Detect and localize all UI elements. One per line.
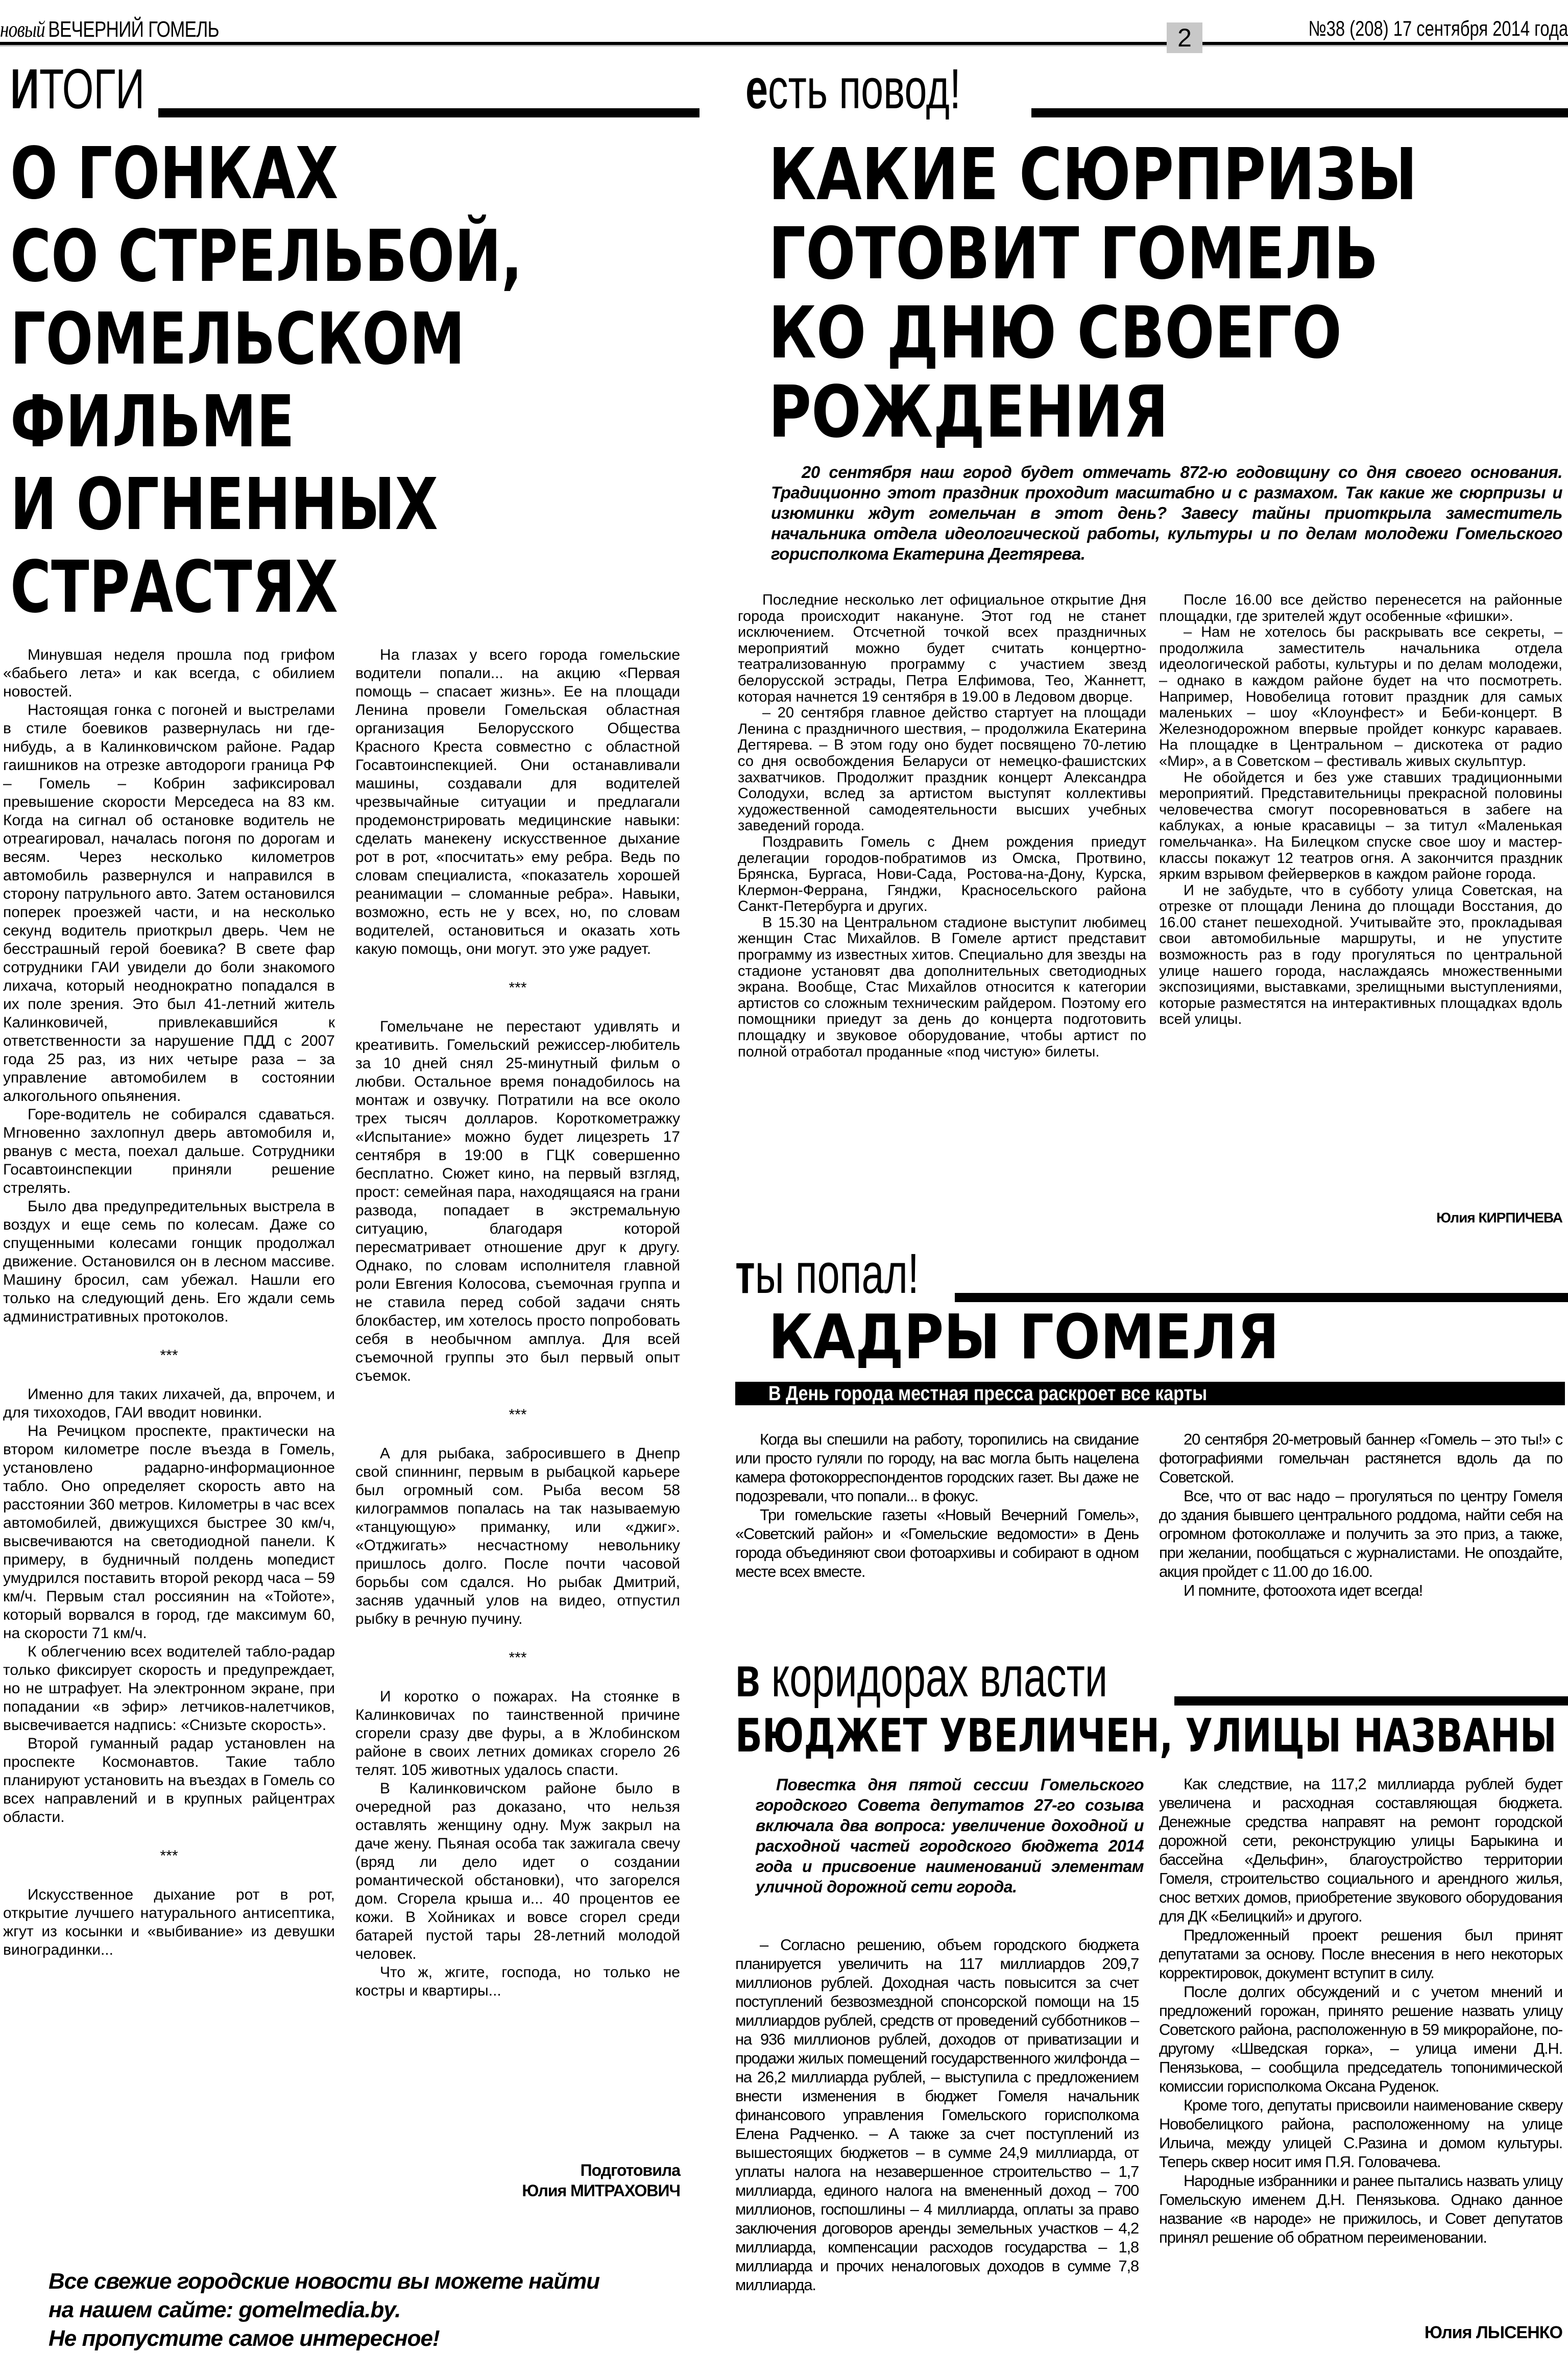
masthead-name: ВЕЧЕРНИЙ ГОМЕЛЬ [48,17,219,42]
paragraph: Именно для таких лихачей, да, впрочем, и для тихоходов, ГАИ вводит новинки. [3,1386,335,1421]
masthead-script: новый [0,17,45,42]
headline-line: ГОМЕЛЬСКОМ [10,298,465,381]
headline-surprises [768,135,1565,452]
paragraph: После долгих обсуждений и с учетом мнений и предложений горожан, принято решение назвать улицу Советского района, расположенную в 59 микрорайоне, по-другому «Шведская горка», – улица имени Д.Н. Пенязькова, – сообщила председатель топонимической комиссии горисполкома Оксана Руденок. [1159,1983,1562,2095]
paragraph: Горе-водитель не собирался сдаваться. Мгновенно захлопнул дверь автомобиля и, рванув с места, поехал дальше. Сотрудники Госавтоинспекции приняли решение стрелять. [3,1106,335,1196]
paragraph: И коротко о пожарах. На стоянке в Калинковичах по таинственной причине сгорели сразу две фуры, а в Жлобинском районе в своих летних домиках сгорело 26 телят. 105 животных удалось спасти. [355,1688,680,1779]
article4-signature: Юлия ЛЫСЕНКО [1424,2323,1562,2342]
article2-column-1 [738,592,1146,1060]
headline-races [10,133,715,629]
article2-lead [771,462,1562,564]
paragraph: Гомельчане не перестают удивлять и креативить. Гомельский режиссер-любитель за 10 дней снял 25-минутный фильм о любви. Остальное время понадобилось на монтаж и озвучку. Потратили на все около трех тысяч долларов. Короткометражку «Испытание» можно будет лицезреть 17 сентября в 19:00 в ГЦК совершенно бесплатно. Сюжет кино, на первый взгляд, прост: семейная пара, находящаяся на грани развода, попадает в экстремальную ситуацию, благодаря которой пересматривает отношение друг к другу. Однако, по словам исполнителя главной роли Евгения Колосова, съемочная группа и не ставила перед собой задачи снять блокбастер, им хотелось просто попробовать себя в необычном амплуа. Для всей съемочной группы это был первый опыт съемок. [355,1018,680,1384]
article3-column-2 [1159,1430,1562,1600]
section-divider: *** [160,1847,178,1864]
signature-label: Подготовила [580,2161,680,2179]
paragraph: Кроме того, депутаты присвоили наименование скверу Новобелицкого района, расположенному на улице Ильича, между улицей С.Разина и домом культуры. Теперь сквер носит имя П.Я. Головачева. [1159,2096,1562,2171]
article2-column-2 [1159,592,1562,1028]
rubric-est-povod [745,58,1568,121]
headline-line: СО СТРЕЛЬБОЙ, [10,215,523,298]
rubric-text: сть повод! [768,58,961,121]
headline-line: КАКИЕ СЮРПРИЗЫ [768,133,1417,217]
masthead [0,16,219,42]
paragraph: На глазах у всего города гомельские водители попали... на акцию «Первая помощь – спасает жизнь». Ее на площади Ленина провели Гомельская областная организация Белорусского Общества Красного Креста совместно с областной Госавтоинспекцией. Они останавливали машины, создавали для водителей чрезвычайные ситуации и предлагали продемонстрировать медицинские навыки: сделать манекену искусственное дыхание рот в рот, «посчитать» ему ребра. Ведь по словам специалиста, «показатель хорошей реанимации – сломанные ребра». Навыки, возможно, есть не у всех, но, по словам водителей, остановиться и оказать хоть какую помощь, они могут. это уже радует. [355,646,680,957]
article4-column-1 [735,1935,1139,2294]
article4-lead [756,1774,1144,1897]
paragraph: Что ж, жгите, господа, но только не костры и квартиры... [355,1964,680,1999]
paragraph: – Нам не хотелось бы раскрывать все секреты, – продолжила заместитель начальника отдела идеологической работы, культуры и по делам молодежи, – однако в каждом районе будет на что посмотреть. Например, Новобелица готовит праздник для самых маленьких – шоу «Клоунфест» и Беби-концерт. В Железнодорожном впервые пройдет конкурс караваев. На площадке в Центральном – дискотека от радио «Мир», а в Советском – фестиваль живых скульптур. [1159,624,1562,770]
issue-info: №38 (208) 17 сентября 2014 года [1308,16,1568,40]
headline-line: СТРАСТЯХ [10,546,339,629]
headline-kadry: КАДРЫ ГОМЕЛЯ [768,1302,1280,1373]
headline-line: ГОТОВИТ ГОМЕЛЬ [768,212,1379,296]
paragraph: К облегчению всех водителей табло-радар только фиксирует скорость и предупреждает, но не штрафует. На электронном экране, при попадании «в эфир» летчиков-налетчиков, высвечивается надпись: «Снизьте скорость». [3,1643,335,1734]
paragraph: Второй гуманный радар установлен на проспекте Космонавтов. Такие табло планируют установить на въездах в Гомель со всех направлений и в крупных райцентрах области. [3,1735,335,1826]
paragraph: Настоящая гонка с погоней и выстрелами в стиле боевиков развернулась ни где-нибудь, а в Калинковичском районе. Радар гаишников на отрезке автодороги граница РФ – Гомель – Кобрин зафиксировал превышение скорости Мерседеса на 83 км. Когда на сигнал об остановке водитель не отреагировал, началась погоня по дорогам и весям. Через несколько километров автомобиль развернулся и направился в сторону патрульного авто. Затем остановился поперек проезжей части, и на несколько секунд водитель приоткрыл дверь. Чем не бесстрашный герой боевика? В свете фар сотрудники ГАИ увидели до боли знакомого лихача, который неоднократно попадался в их поле зрения. Это был 41-летний житель Калинковичей, привлекавшийся к ответственности за нарушение ПДД с 2007 года 25 раз, из них четыре раза – за управление автомобилем в состоянии алкогольного опьянения. [3,702,335,1105]
headline-line: И ОГНЕННЫХ [10,463,438,546]
headline-line: ФИЛЬМЕ [10,380,295,464]
promo-line: Все свежие городские новости вы можете найти [49,2269,600,2294]
article4-column-2 [1159,1774,1562,2247]
paragraph: Минувшая неделя прошла под грифом «бабьего лета» и как всегда, с обилием новостей. [3,646,335,700]
rubric-text: ы попал! [755,1242,919,1305]
section-divider: *** [509,1406,527,1423]
lead-text: 20 сентября наш город будет отмечать 872-ю годовщину со дня своего основания. Традиционно этот праздник проходит масштабно и с размахом. Так какие же сюрпризы и изюминки ждут гомельчан в этот день? Завесу тайны приоткрыла заместитель начальника отдела идеологической работы, культуры и по делам молодежи Гомельского горисполкома Екатерина Дегтярева. [771,463,1562,563]
paragraph: 20 сентября 20-метровый баннер «Гомель – это ты!» с фотографиями гомельчан растянется вдоль да по Советской. [1159,1430,1562,1486]
article1-column-2 [355,646,680,2000]
lead-text: Повестка дня пятой сессии Гомельского городского Совета депутатов 27-го созыва включала два вопроса: увеличение доходной и расходной частей городского бюджета 2014 года и присвоение наименований элементам уличной дорожной сети города. [756,1775,1144,1896]
paragraph: – 20 сентября главное действо стартует на площади Ленина с праздничного шествия, – продолжила Екатерина Дегтярева. – В этом году оно будет посвящено 70-летию со дня освобождения Беларуси от немецко-фашистских захватчиков. Продолжит праздник концерт Александра Солодухи, вслед за артистом выступят коллективы художественной самодеятельности высших учебных заведений города. [738,705,1146,834]
subhead-text: В День города местная пресса раскроет все карты [768,1382,1208,1405]
paragraph: И помните, фотоохота идет всегда! [1184,1581,1422,1599]
rubric-text: коридорах власти [760,1646,1108,1709]
page-header [0,10,1568,52]
paragraph: Три гомельские газеты «Новый Вечерний Гомель», «Советский район» и «Гомельские ведомости» в День города объединяют свои фотоархивы и собирают в одном месте всех вместе. [735,1506,1139,1580]
paragraph: Последние несколько лет официальное открытие Дня города происходит накануне. Этот год не станет исключением. Отсчетной точкой всех праздничных мероприятий можно будет считать концертно-театрализованную программу с участием звезд белорусской эстрады, Петра Елфимова, Тео, Жаннетт, которая начнется 19 сентября в 19.00 в Ледовом дворце. [738,592,1146,705]
promo-line-site[interactable]: на нашем сайте: gomelmedia.by. [49,2297,401,2322]
paragraph: Народные избранники и ранее пытались назвать улицу Гомельскую именем Д.Н. Пенязькова. Однако данное название «в народе» не прижилось, и Совет депутатов принял решение об обратном переименовании. [1159,2172,1562,2246]
rubric-itogi [10,58,699,121]
article1-signature [355,2160,680,2201]
paragraph: Искусственное дыхание рот в рот, открытие лучшего натурального антисептика, жгут из косынки и «выбивание» из девушки виноградинки... [3,1886,335,1958]
paragraph: На Речицком проспекте, практически на втором километре после въезда в Гомель, установлено радарно-информационное табло. Оно определяет скорость авто на расстоянии 360 метров. Километры в час всех автомобилей, движущихся быстрее 30 км/ч, высвечиваются на светодиодной панели. К примеру, в будничный полдень мопедист умудрился поставить второй рекорд часа – 59 км/ч. Первым стал россиянин на «Тойоте», который ворвался в город, где максимум 60, на скорости 71 км/ч. [3,1423,335,1642]
rubric-initial: е [745,58,768,121]
headline-line: КО ДНЮ СВОЕГО [768,292,1342,375]
section-divider: *** [509,1649,527,1666]
section-divider: *** [160,1347,178,1364]
paragraph: В 15.30 на Центральном стадионе выступит любимец женщин Стас Михайлов. В Гомеле артист представит программу из известных хитов. Специально для звезды на стадионе установят два дополнительных светодиодных экрана. Вообще, Стас Михайлов относится к категории артистов со сложным техническим райдером. Поэтому его помощники приедут за день до концерта подготовить площадку и звуковое оборудование, чтобы артист по полной отработал проданные «под чистую» билеты. [738,914,1146,1060]
rubric-bar [1031,108,1568,117]
headline-budget: БЮДЖЕТ УВЕЛИЧЕН, УЛИЦЫ НАЗВАНЫ [735,1709,1557,1763]
rubric-bar [158,108,699,117]
rubric-initial: т [735,1242,755,1305]
rubric-text: ТОГИ [39,58,145,121]
page-number: 2 [1167,22,1202,53]
header-rule [0,42,1568,46]
paragraph: Было два предупредительных выстрела в воздух и еще семь по колесам. Даже со спущенными колесами гонщик продолжал движение. Остановился он в лесном массиве. Машину бросил, сам убежал. Нашли его только на следующий день. Его ждали семь административных протоколов. [3,1198,335,1325]
section-divider: *** [509,979,527,996]
rubric-bar [955,1293,1568,1302]
article2-signature: Юлия КИРПИЧЕВА [1436,1210,1562,1226]
article1-column-1 [3,646,335,1959]
subhead-banner [735,1382,1565,1405]
paragraph: Когда вы спешили на работу, торопились на свидание или просто гуляли по городу, на вас могла быть нацелена камера фотокорреспондентов городских газет. Вы даже не подозревали, что попали... в фокус. [735,1430,1139,1505]
paragraph: В Калинковичском районе было в очередной раз доказано, что нельзя оставлять женщину одну. Муж закрыл на даче жену. Пьяная особа так зажигала свечу (вряд ли дело идет о создании романтической обстановки), что загорелся дом. Сгорела крыша и... 40 процентов ее кожи. В Хойниках и вовсе сгорел среди батарей пустой тары 28-летний молодой человек. [355,1780,680,1962]
rubric-ty-popal [735,1242,1568,1305]
rubric-bar [1174,1696,1568,1706]
promo-line: Не пропустите самое интересное! [49,2326,440,2351]
headline-line: О ГОНКАХ [10,132,339,215]
promo-box [49,2267,610,2353]
paragraph: Предложенный проект решения был принят депутатами за основу. После внесения в него некоторых корректировок, документ вступит в силу. [1159,1926,1562,1982]
paragraph: Как следствие, на 117,2 миллиарда рублей будет увеличена и расходная составляющая бюджета. Денежные средства направят на ремонт городской дорожной сети, реконструкцию улицы Барыкина и бассейна «Дельфин», благоустройство территории Гомеля, строительство социального и арендного жилья, снос ветхих домов, приобретение звукового оборудования для ДК «Белицкий» и другого. [1159,1775,1562,1925]
signature-author: Юлия МИТРАХОВИЧ [522,2181,680,2200]
article3-column-1 [735,1430,1139,1581]
rubric-initial: в [735,1646,760,1709]
paragraph: Не обойдется и без уже ставших традиционными мероприятий. Представительницы прекрасной половины человечества смогут посоревноваться в забеге на каблуках, а юные красавицы – за титул «Маленькая гомельчанка». На Билецком спуске свое шоу и мастер-классы покажут 12 театров огня. А закончится праздник ярким взрывом фейерверков в каждом районе города. [1159,769,1562,883]
headline-line: РОЖДЕНИЯ [768,371,1169,454]
rubric-initial: И [10,58,39,121]
paragraph: – Согласно решению, объем городского бюджета планируется увеличить на 117 миллиардов 209,7 миллионов рублей. Доходная часть повысится за счет поступлений безвозмездной спонсорской помощи на 15 миллиардов рублей, средств от проведений субботников – на 936 миллионов рублей, доходов от приватизации и продажи жилых помещений государственного жилфонда – на 26,2 миллиарда рублей, – выступила с предложением внести изменения в бюджет Гомеля начальник финансового управления Гомельского горисполкома Елена Радченко. – А также за счет поступлений из вышестоящих бюджетов – в сумме 24,9 миллиарда, от уплаты налога на незавершенное строительство – 1,7 миллиарда, единого налога на вмененный доход – 700 миллионов, госпошлины – 4 миллиарда, оплаты за право заключения договоров аренды земельных участков – 4,2 миллиарда, компенсации расходов государства – 1,8 миллиарда и прочих неналоговых доходов в сумме 7,8 миллиарда. [735,1936,1139,2294]
paragraph: А для рыбака, забросившего в Днепр свой спиннинг, первым в рыбацкой карьере был огромный сом. Рыба весом 58 килограммов попалась на так называемую «танцующую» приманку, или «джиг». «Отджигать» несчастному невольнику пришлось долго. После почти часовой борьбы сом сдался. Но рыбак Дмитрий, засняв удачный улов на видео, отпустил рыбку в речную пучину. [355,1445,680,1627]
rubric-corridors [735,1646,1568,1709]
paragraph: И не забудьте, что в субботу улица Советская, на отрезке от площади Ленина до площади Восстания, до 16.00 станет пешеходной. Учитывайте это, прокладывая свои автомобильные маршруты, и не упустите возможность раз в году прогуляться по центральной улице нашего города, наслаждаясь множественными экспозициями, выставками, зрелищными выступлениями, которые разместятся на интерактивных площадках вдоль всей улицы. [1159,882,1562,1028]
paragraph: После 16.00 все действо перенесется на районные площадки, где зрителей ждут особенные «фишки». [1159,592,1562,625]
paragraph: Поздравить Гомель с Днем рождения приедут делегации городов-побратимов из Омска, Протвино, Брянска, Бургаса, Нови-Сада, Ростова-на-Дону, Курска, Клермон-Феррана, Гянджи, Красносельского района Санкт-Петербурга и других. [738,833,1146,915]
paragraph: Все, что от вас надо – прогуляться по центру Гомеля до здания бывшего центрального роддома, найти себя на огромном фотоколлаже и получить за это приз, а также, при желании, пообщаться с журналистами. Не опоздайте, акция пройдет с 11.00 до 16.00. [1159,1487,1562,1580]
